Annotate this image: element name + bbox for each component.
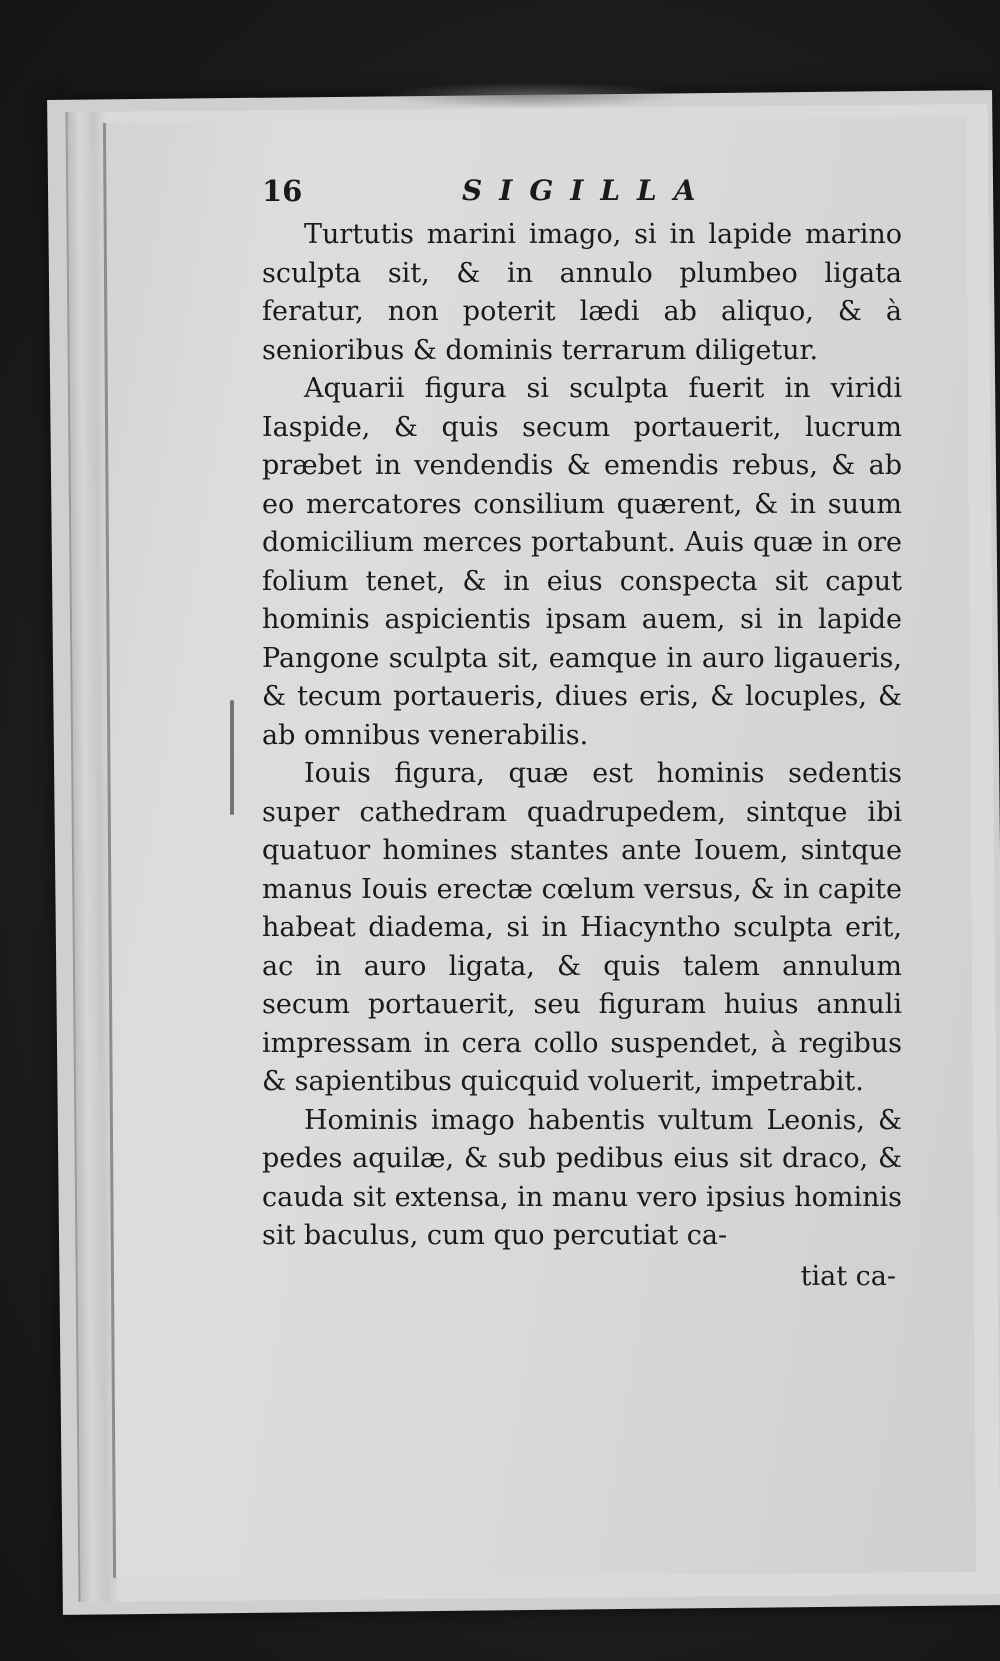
running-title: SIGILLA (462, 174, 713, 207)
top-stain (380, 82, 680, 108)
paragraph-turtur: Turtutis marini imago, si in lapide marino sculpta sit, & in annulo plumbeo ligata feratur, non poterit lædi ab aliquo, & à senioribus & dominis terrarum diligetur. (262, 219, 902, 366)
margin-mark (230, 700, 234, 815)
running-head (262, 170, 902, 216)
paragraph-iupiter: Iouis figura, quæ est hominis sedentis super cathedram quadrupedem, sintque ibi quatuor homines stantes ante Iouem, sintque manus Iouis erectæ cœlum versus, & in capite habeat diadema, si in Hiacyntho sculpta erit, ac in auro ligata, & quis talem annulum secum portauerit, seu figuram huius annuli impressam in cera collo suspendet, à regibus & sapientibus quicquid voluerit, impetrabit. (262, 758, 902, 1097)
catchword: tiat ca- (800, 1260, 896, 1292)
paragraph-aquarius: Aquarii figura si sculpta fuerit in viridi Iaspide, & quis secum portauerit, lucrum præbet in vendendis & emendis rebus, & ab eo mercatores consilium quærent, & in suum domicilium merces portabunt. Auis quæ in ore folium tenet, & in eius conspecta sit caput hominis aspicientis ipsam auem, si in lapide Pangone sculpta sit, eamque in auro ligaueris, & tecum portaueris, diues eris, & locuples, & ab omnibus venerabilis. (262, 373, 902, 751)
page-number: 16 (262, 174, 303, 208)
paragraph-leo-man: Hominis imago habentis vultum Leonis, & pedes aquilæ, & sub pedibus eius sit draco, & cauda sit extensa, in manu vero ipsius hominis sit baculus, cum quo percutiat ca- (262, 1104, 902, 1251)
text-block (262, 170, 902, 1296)
